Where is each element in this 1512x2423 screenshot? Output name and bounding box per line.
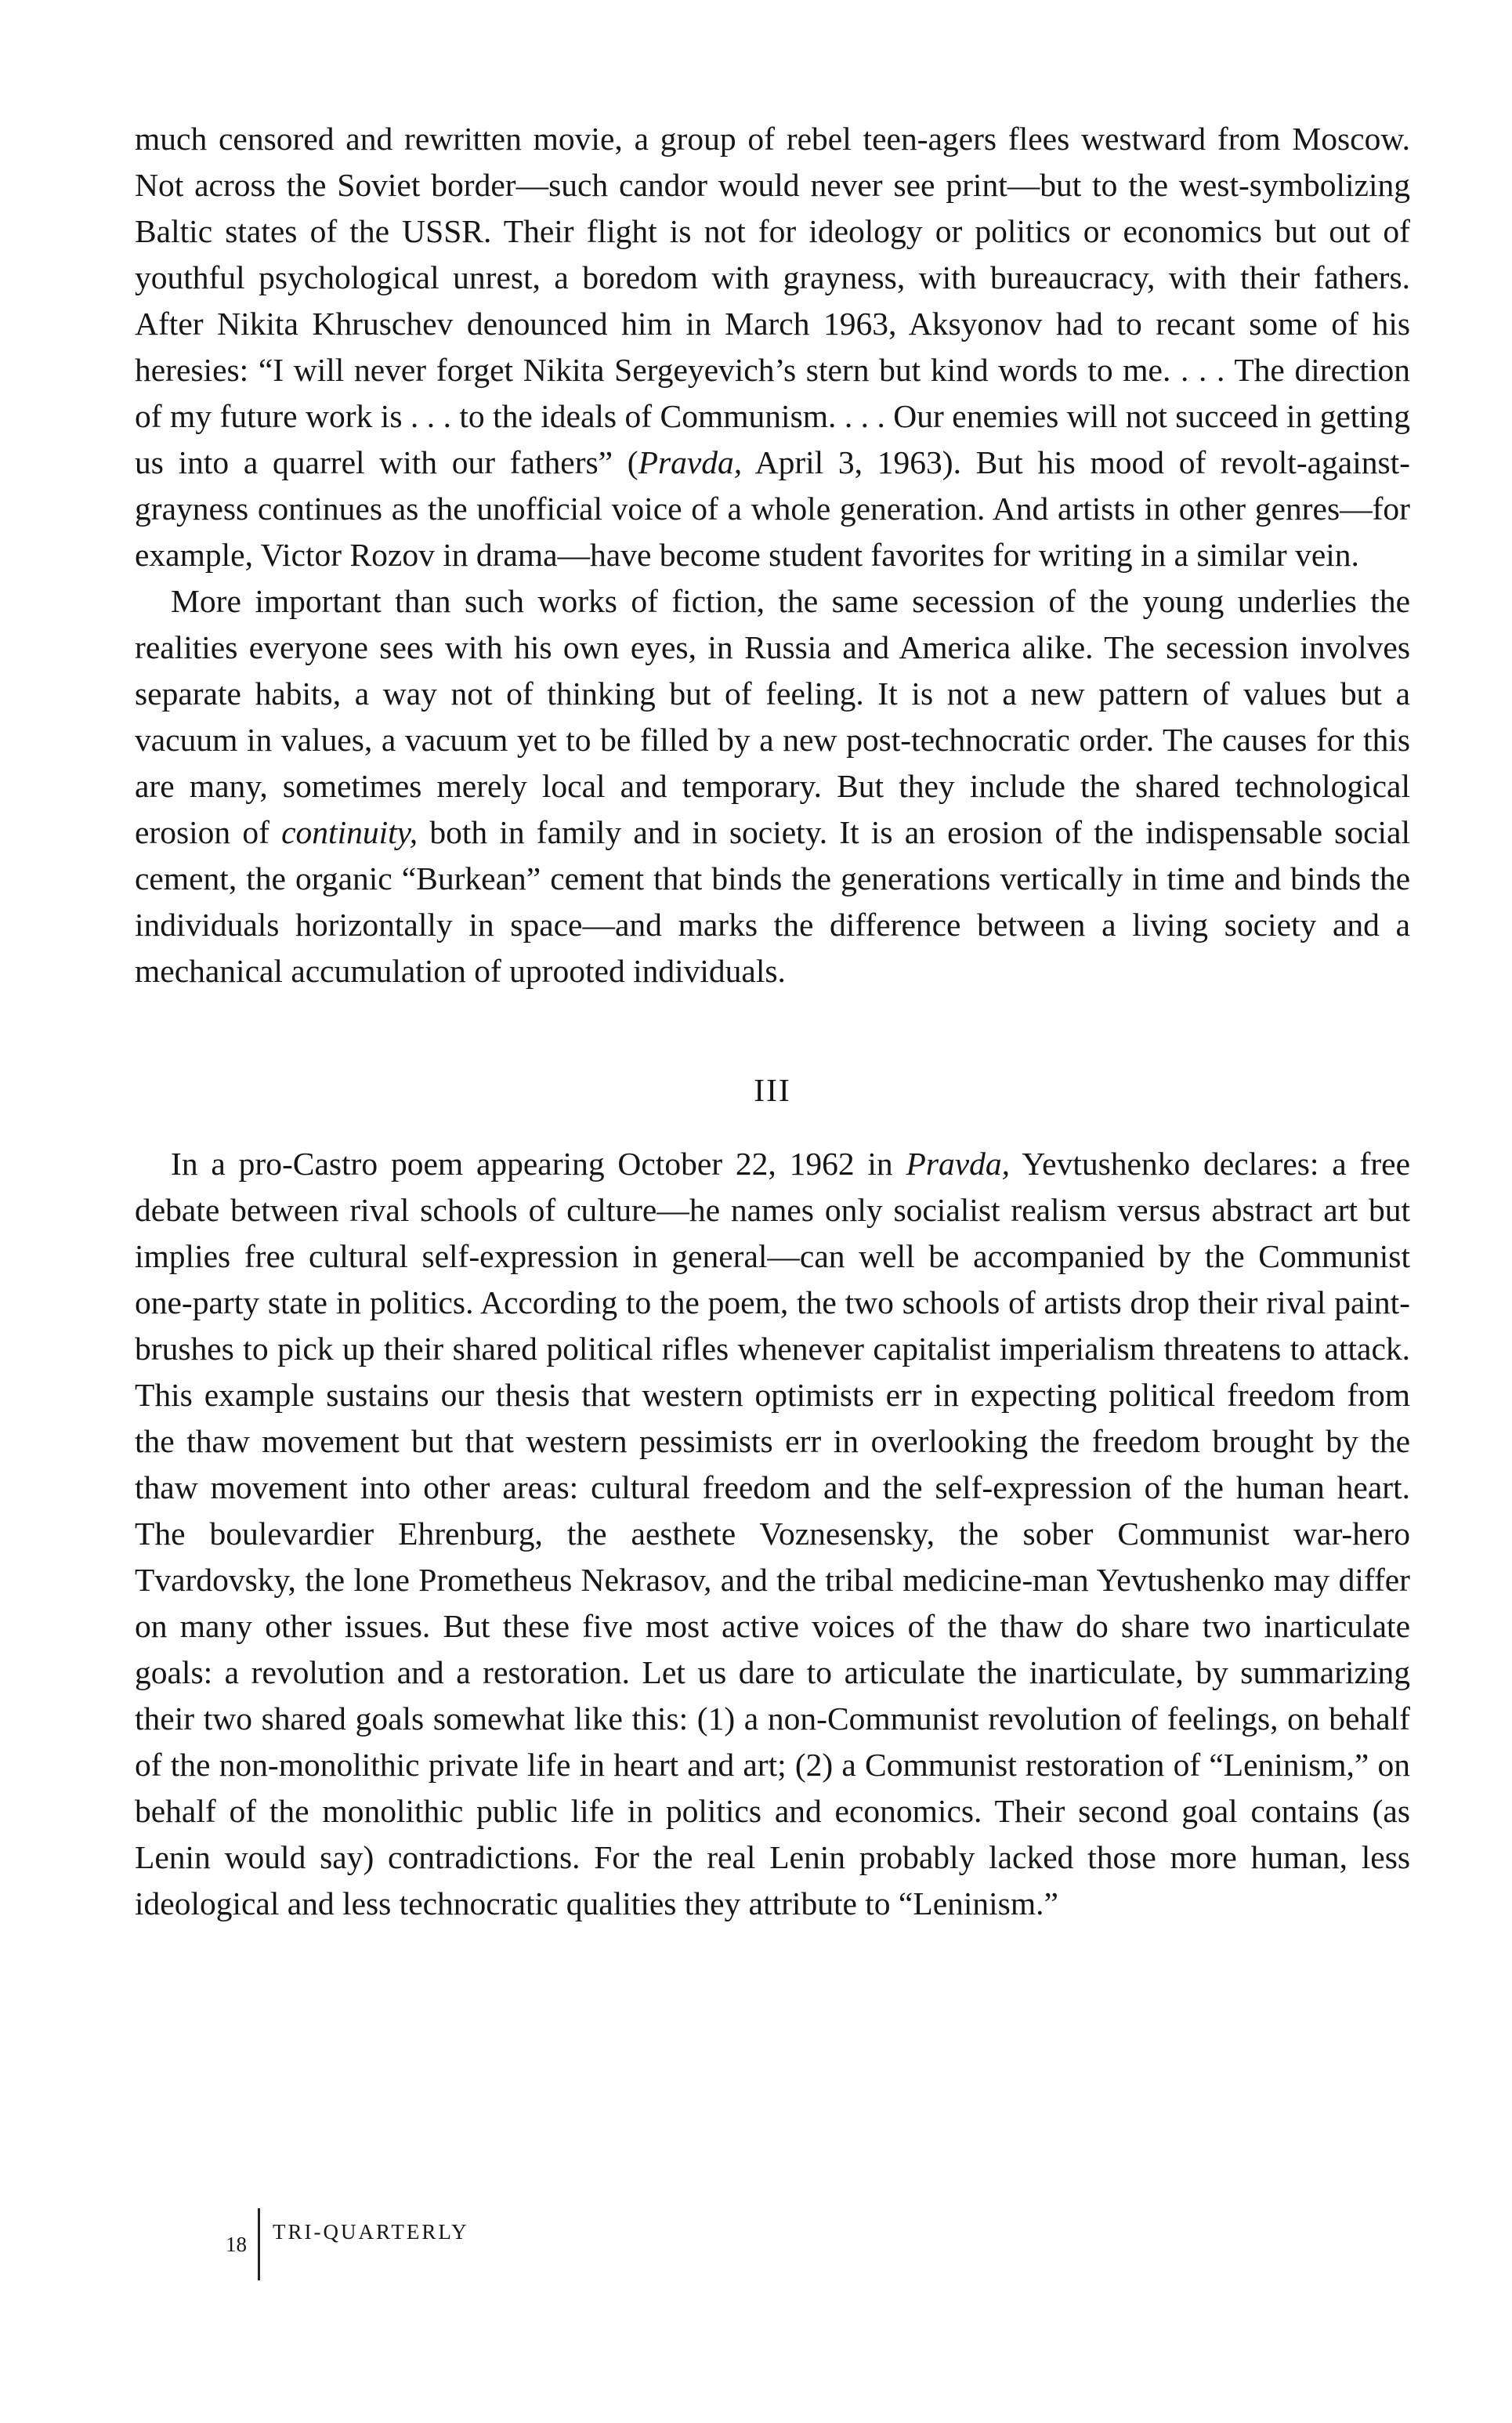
- paragraph-2-run-2: continuity,: [281, 814, 418, 850]
- paragraph-3-run-1: In a pro-Castro poem appearing October 22, 1962 in: [171, 1146, 906, 1182]
- paragraph-3: [135, 1141, 1410, 1927]
- paragraph-3-run-3: Yevtushenko declares: a free debate between rival schools of culture—he names only socialist realism versus abstract art but implies free cultural self-expression in general—can well be accompanied by the Communist one-party state in politics. According to the poem, the two schools of artists drop their rival paint-brushes to pick up their shared political rifles whenever capitalist imperialism threatens to attack. This example sustains our thesis that western optimists err in expecting political freedom from the thaw movement but that western pessimists err in overlooking the freedom brought by the thaw movement into other areas: cultural freedom and the self-expression of the human heart. The boulevardier Ehrenburg, the aesthete Voznesensky, the sober Communist war-hero Tvardovsky, the lone Prometheus Nekrasov, and the tribal medicine-man Yevtushenko may differ on many other issues. But these five most active voices of the thaw do share two inarticulate goals: a revolution and a restoration. Let us dare to articulate the inarticulate, by summarizing their two shared goals somewhat like this: (1) a non-Communist revolution of feelings, on behalf of the non-monolithic private life in heart and art; (2) a Communist restoration of “Leninism,” on behalf of the monolithic public life in politics and economics. Their second goal contains (as Lenin would say) contradictions. For the real Lenin probably lacked those more human, less ideological and less technocratic qualities they attribute to “Leninism.”: [135, 1146, 1411, 1921]
- section-heading: III: [754, 1072, 791, 1108]
- paragraph-2: [135, 578, 1410, 994]
- paragraph-2-run-1: More important than such works of fiction, the same secession of the young underlies the realities everyone sees with his own eyes, in Russia and America alike. The secession involves separate habits, a way not of thinking but of feeling. It is not a new pattern of values but a vacuum in values, a vacuum yet to be filled by a new post-technocratic order. The causes for this are many, sometimes merely local and temporary. But they include the shared technological erosion of: [135, 583, 1410, 850]
- page-number: 18: [226, 2233, 247, 2256]
- page-body: [135, 116, 1410, 1927]
- page-footer: [226, 2208, 469, 2280]
- section-gap: [135, 1114, 1410, 1141]
- paragraph-1-run-1: much censored and rewritten movie, a group of rebel teen-agers flees westward from Moscow. Not across the Soviet border—such candor would never see print—but to the west-symbolizing Baltic states of the USSR. Their flight is not for ideology or politics or economics but out of youthful psychological unrest, a boredom with grayness, with bureaucracy, with their fathers. After Nikita Khruschev denounced him in March 1963, Aksyonov had to recant some of his heresies: “I will never forget Nikita Sergeyevich’s stern but kind words to me. . . . The direction of my future work is . . . to the ideals of Communism. . . . Our enemies will not succeed in getting us into a quarrel with our fathers” (: [135, 121, 1410, 480]
- paragraph-2-run-3: both in family and in society. It is an erosion of the indispensable social cement, the organic “Burkean” cement that binds the generations vertically in time and binds the individuals horizontally in space—and marks the difference between a living society and a mechanical accumulation of uprooted individuals.: [135, 814, 1410, 989]
- journal-title: TRI-QUARTERLY: [273, 2219, 469, 2244]
- paragraph-1-run-2: Pravda,: [638, 444, 743, 480]
- paragraph-1: [135, 116, 1410, 578]
- paragraph-1-run-3: April 3, 1963). But his mood of revolt-against-grayness continues as the unofficial voice of a whole generation. And artists in other genres—for example, Victor Rozov in drama—have become student favorites for writing in a similar vein.: [135, 444, 1411, 573]
- paragraph-3-run-2: Pravda,: [906, 1146, 1011, 1182]
